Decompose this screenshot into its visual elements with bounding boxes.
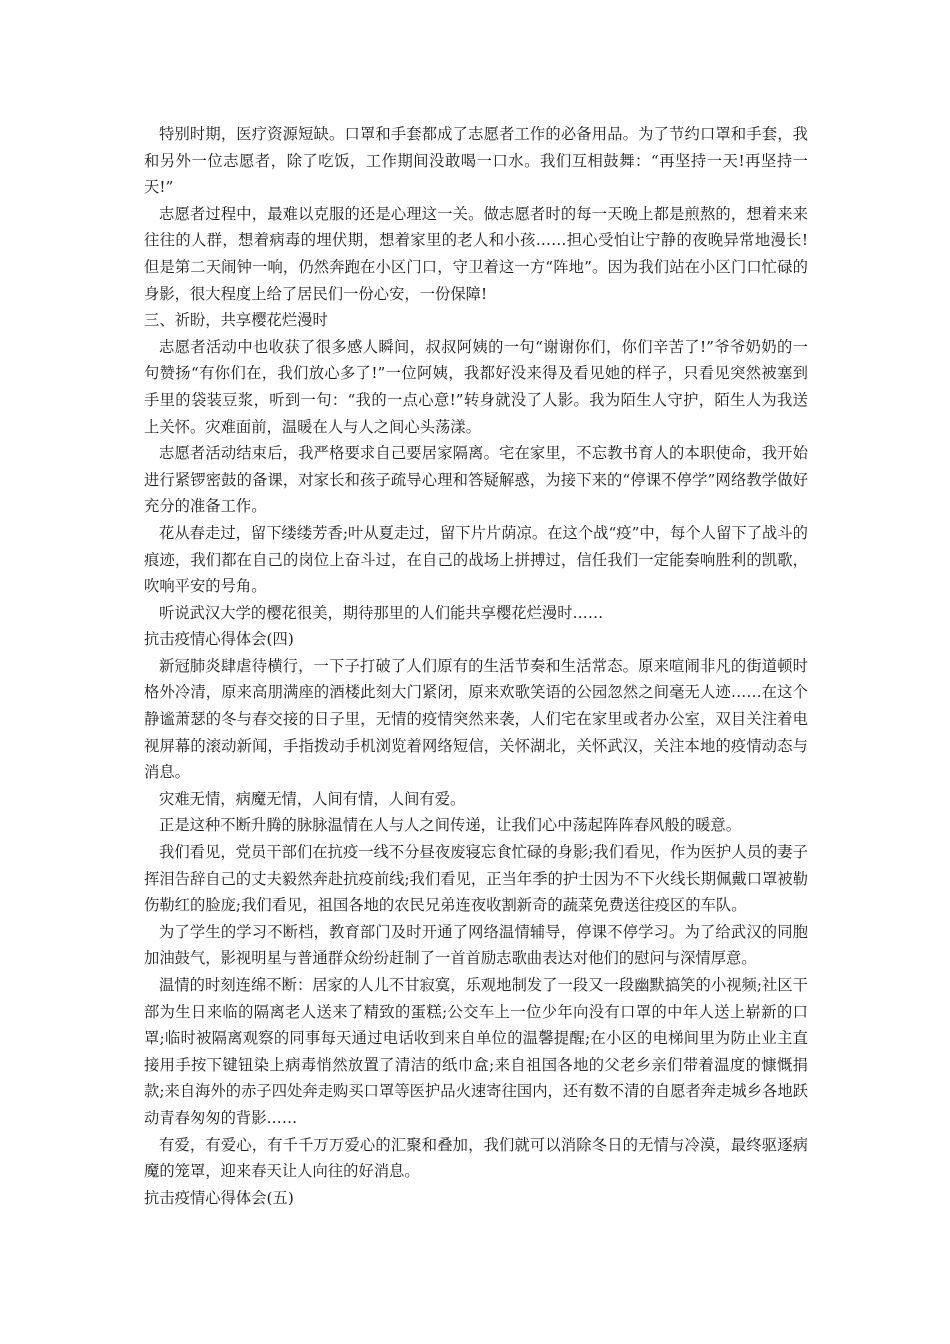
section-heading: 三、祈盼，共享樱花烂漫时 — [144, 311, 328, 330]
section-heading: 抗击疫情心得体会(五) — [144, 1188, 294, 1207]
paragraph: 特别时期，医疗资源短缺。口罩和手套都成了志愿者工作的必备用品。为了节约口罩和手套，我和另外一位志愿者，除了吃饭，工作期间没敢喝一口水。我们互相鼓舞：“再坚持一天!再坚持一天!” — [144, 125, 808, 197]
paragraph: 新冠肺炎肆虐待横行，一下子打破了人们原有的生活节奏和生活常态。原来喧闹非凡的街道顿时格外冷清，原来高朋满座的酒楼此刻大门紧闭，原来欢歌笑语的公园忽然之间毫无人迹……在这个静谧萧瑟的冬与春交接的日子里，无情的疫情突然来袭，人们宅在家里或者办公室，双目关注着电视屏幕的滚动新闻，手指拨动手机浏览着网络短信，关怀湖北，关怀武汉，关注本地的疫情动态与消息。 — [144, 656, 808, 782]
paragraph: 花从春走过，留下缕缕芳香;叶从夏走过，留下片片荫凉。在这个战“疫”中，每个人留下了战斗的痕迹，我们都在自己的岗位上奋斗过，在自己的战场上拼搏过，信任我们一定能奏响胜利的凯歌，吹响平安的号角。 — [144, 523, 808, 596]
paragraph: 温情的时刻连绵不断：居家的人儿不甘寂寞，乐观地制发了一段又一段幽默搞笑的小视频;社区干部为生日来临的隔离老人送来了精致的蛋糕;公交车上一位少年向没有口罩的中年人送上崭新的口罩;临时被隔离观察的同事每天通过电话收到来自单位的温馨提醒;在小区的电梯间里为防止业主直接用手按下键钮染上病毒悄然放置了清洁的纸巾盒;来自祖国各地的父老乡亲们带着温度的慷慨捐款;来自海外的赤子四处奔走购买口罩等医护品火速寄往国内，还有数不清的自愿者奔走城乡各地跃动青春匆匆的背影…… — [144, 976, 808, 1127]
paragraph: 志愿者过程中，最难以克服的还是心理这一关。做志愿者时的每一天晚上都是煎熬的，想着来来往往的人群，想着病毒的埋伏期，想着家里的老人和小孩……担心受怕让宁静的夜晚异常地漫长!但是第二天闹钟一响，仍然奔跑在小区门口，守卫着这一方“阵地”。因为我们站在小区门口忙碌的身影，很大程度上给了居民们一份心安，一份保障! — [144, 204, 808, 303]
paragraph: 为了学生的学习不断档，教育部门及时开通了网络温情辅导，停课不停学习。为了给武汉的同胞加油鼓气，影视明星与普通群众纷纷赶制了一首首励志歌曲表达对他们的慰问与深情厚意。 — [144, 922, 808, 968]
paragraph: 志愿者活动中也收获了很多感人瞬间，叔叔阿姨的一句“谢谢你们，你们辛苦了!”爷爷奶奶的一句赞扬“有你们在，我们放心多了!”一位阿姨，我都好没来得及看见她的样子，只看见突然被塞到手里的袋装豆浆，听到一句：“我的一点心意!”转身就没了人影。我为陌生人守护，陌生人为我送上关怀。灾难面前，温暖在人与人之间心头荡漾。 — [144, 337, 808, 436]
paragraph: 我们看见，党员干部们在抗疫一线不分昼夜废寝忘食忙碌的身影;我们看见，作为医护人员的妻子挥泪告辞自己的丈夫毅然奔赴抗疫前线;我们看见，正当年季的护士因为不下火线长期佩戴口罩被勒伤勒红的脸庞;我们看见，祖国各地的农民兄弟连夜收割新奇的蔬菜免费送往疫区的车队。 — [144, 843, 808, 915]
paragraph: 志愿者活动结束后，我严格要求自己要居家隔离。宅在家里，不忘教书育人的本职使命，我开始进行紧锣密鼓的备课，对家长和孩子疏导心理和答疑解惑，为接下来的“停课不停学”网络教学做好充分的准备工作。 — [144, 444, 808, 516]
paragraph: 有爱，有爱心，有千千万万爱心的汇聚和叠加，我们就可以消除冬日的无情与冷漠，最终驱逐病魔的笼罩，迎来春天让人向往的好消息。 — [144, 1135, 808, 1181]
section-heading: 抗击疫情心得体会(四) — [144, 630, 294, 649]
paragraph: 正是这种不断升腾的脉脉温情在人与人之间传递，让我们心中荡起阵阵春风般的暖意。 — [159, 816, 742, 835]
document-body — [144, 121, 808, 1211]
paragraph: 灾难无情，病魔无情，人间有情，人间有爱。 — [159, 789, 466, 808]
paragraph: 听说武汉大学的樱花很美，期待那里的人们能共享樱花烂漫时…… — [159, 603, 604, 622]
